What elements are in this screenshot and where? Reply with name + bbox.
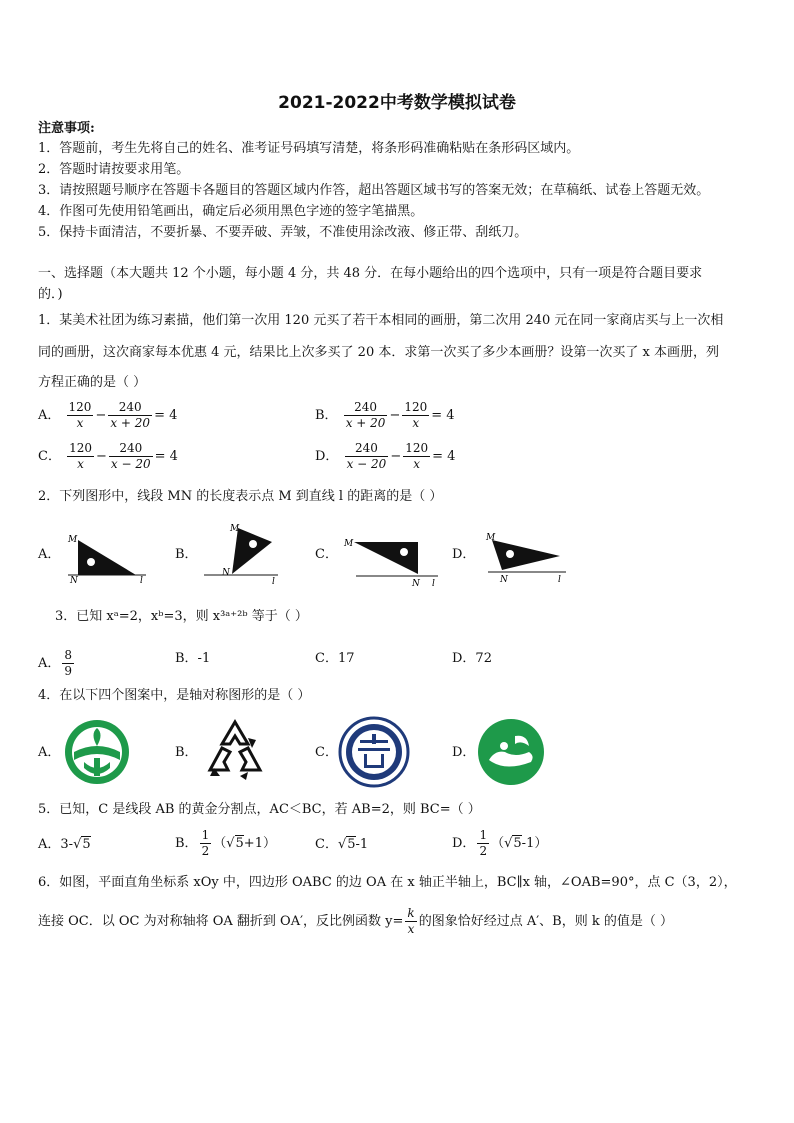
q3-option-d: D．72 bbox=[452, 651, 492, 666]
q1-option-a: A． $\frac{120}{x}$ − $\frac{240}{x + 20}$ = 4 bbox=[38, 400, 178, 430]
svg-text:M: M bbox=[486, 533, 496, 543]
section-header-line1: 一、选择题（本大题共 12 个小题，每小题 4 分，共 48 分．在每小题给出的四个选项中，只有一项是符合题目要求 bbox=[38, 266, 703, 281]
svg-text:l: l bbox=[140, 576, 143, 585]
q4-option-d-label: D． bbox=[452, 745, 476, 760]
q4-option-c-label: C． bbox=[315, 745, 338, 760]
q2-stem: 2．下列图形中，线段 MN 的长度表示点 M 到直线 l 的距离的是（ ） bbox=[38, 489, 443, 504]
q1-option-c: C． $\frac{120}{x}$ − $\frac{240}{x - 20}$ = 4 bbox=[38, 441, 178, 471]
notice-item-1: 1．答题前，考生先将自己的姓名、准考证号码填写清楚，将条形码准确粘贴在条形码区域内。 bbox=[38, 141, 580, 156]
q5-option-b: B． $\frac{1}{2}$ （√5+1） bbox=[175, 828, 276, 858]
svg-text:N: N bbox=[70, 576, 78, 585]
q4-figure-b-recycle-icon bbox=[200, 718, 270, 784]
svg-text:M: M bbox=[230, 524, 240, 534]
notice-item-2: 2．答题时请按要求用笔。 bbox=[38, 162, 190, 177]
q3-stem: 3．已知 xᵃ=2，xᵇ=3，则 x³ᵃ⁺²ᵇ 等于（ ） bbox=[55, 609, 308, 624]
svg-text:M: M bbox=[344, 539, 354, 549]
q2-figure-d bbox=[478, 526, 570, 586]
q6-stem-line2: 连接 OC．以 OC 为对称轴将 OA 翻折到 OA′，反比例函数 y= $\frac{k}{x}$ 的图象恰好经过点 A′、B，则 k 的值是（ ） bbox=[38, 906, 674, 936]
q4-figure-c-navy-logo bbox=[338, 716, 410, 788]
q4-figure-d-green-logo bbox=[475, 716, 547, 788]
notice-heading: 注意事项: bbox=[38, 121, 95, 136]
q5-stem: 5．已知，C 是线段 AB 的黄金分割点，AC＜BC，若 AB=2，则 BC=（ ） bbox=[38, 802, 481, 817]
q2-figure-a bbox=[64, 530, 154, 585]
q5-option-a: A．3-√5 bbox=[38, 837, 91, 852]
q4-figure-a-green-logo bbox=[62, 718, 132, 786]
q2-option-c-label: C． bbox=[315, 547, 338, 562]
svg-text:N: N bbox=[412, 579, 420, 586]
q2-option-a-label: A． bbox=[38, 547, 61, 562]
q1-option-b: B． $\frac{240}{x + 20}$ − $\frac{120}{x}$ = 4 bbox=[315, 400, 455, 430]
q4-option-a-label: A． bbox=[38, 745, 61, 760]
q1-stem-line1: 1．某美术社团为练习素描，他们第一次用 120 元买了若干本相同的画册，第二次用 240 元在同一家商店买与上一次相 bbox=[38, 313, 724, 328]
q2-option-d-label: D． bbox=[452, 547, 476, 562]
q6-stem-line1: 6．如图，平面直角坐标系 xOy 中，四边形 OABC 的边 OA 在 x 轴正半轴上，BC∥x 轴，∠OAB=90°，点 C（3，2）， bbox=[38, 875, 737, 890]
q5-option-c: C．√5-1 bbox=[315, 837, 369, 852]
q4-stem: 4．在以下四个图案中，是轴对称图形的是（ ） bbox=[38, 688, 311, 703]
svg-text:l: l bbox=[558, 575, 561, 585]
svg-text:N: N bbox=[500, 575, 508, 585]
q3-option-b: B．-1 bbox=[175, 651, 211, 666]
q2-figure-c bbox=[342, 530, 442, 586]
page-title: 2021-2022中考数学模拟试卷 bbox=[278, 93, 516, 113]
q1-stem-line3: 方程正确的是（ ） bbox=[38, 375, 147, 390]
q5-option-d: D． $\frac{1}{2}$ （√5-1） bbox=[452, 828, 548, 858]
q3-option-a: A． $\frac{8}{9}$ bbox=[38, 648, 73, 678]
q2-figure-b bbox=[200, 522, 285, 584]
q4-option-b-label: B． bbox=[175, 745, 198, 760]
svg-text:N: N bbox=[222, 568, 230, 578]
notice-item-3: 3．请按照题号顺序在答题卡各题目的答题区域内作答，超出答题区域书写的答案无效；在草稿纸、试卷上答题无效。 bbox=[38, 183, 710, 198]
q3-option-c: C．17 bbox=[315, 651, 355, 666]
q2-option-b-label: B． bbox=[175, 547, 198, 562]
q1-option-d: D． $\frac{240}{x - 20}$ − $\frac{120}{x}$ = 4 bbox=[315, 441, 456, 471]
notice-item-4: 4．作图可先使用铅笔画出，确定后必须用黑色字迹的签字笔描黑。 bbox=[38, 204, 424, 219]
section-header-line2: 的．) bbox=[38, 287, 63, 302]
svg-text:l: l bbox=[272, 577, 275, 584]
svg-text:M: M bbox=[68, 535, 78, 545]
notice-item-5: 5．保持卡面清洁，不要折暴、不要弄破、弄皱，不准使用涂改液、修正带、刮纸刀。 bbox=[38, 225, 528, 240]
q1-stem-line2: 同的画册，这次商家每本优惠 4 元，结果比上次多买了 20 本．求第一次买了多少本画册？设第一次买了 x 本画册，列 bbox=[38, 345, 719, 360]
svg-text:l: l bbox=[432, 579, 435, 586]
